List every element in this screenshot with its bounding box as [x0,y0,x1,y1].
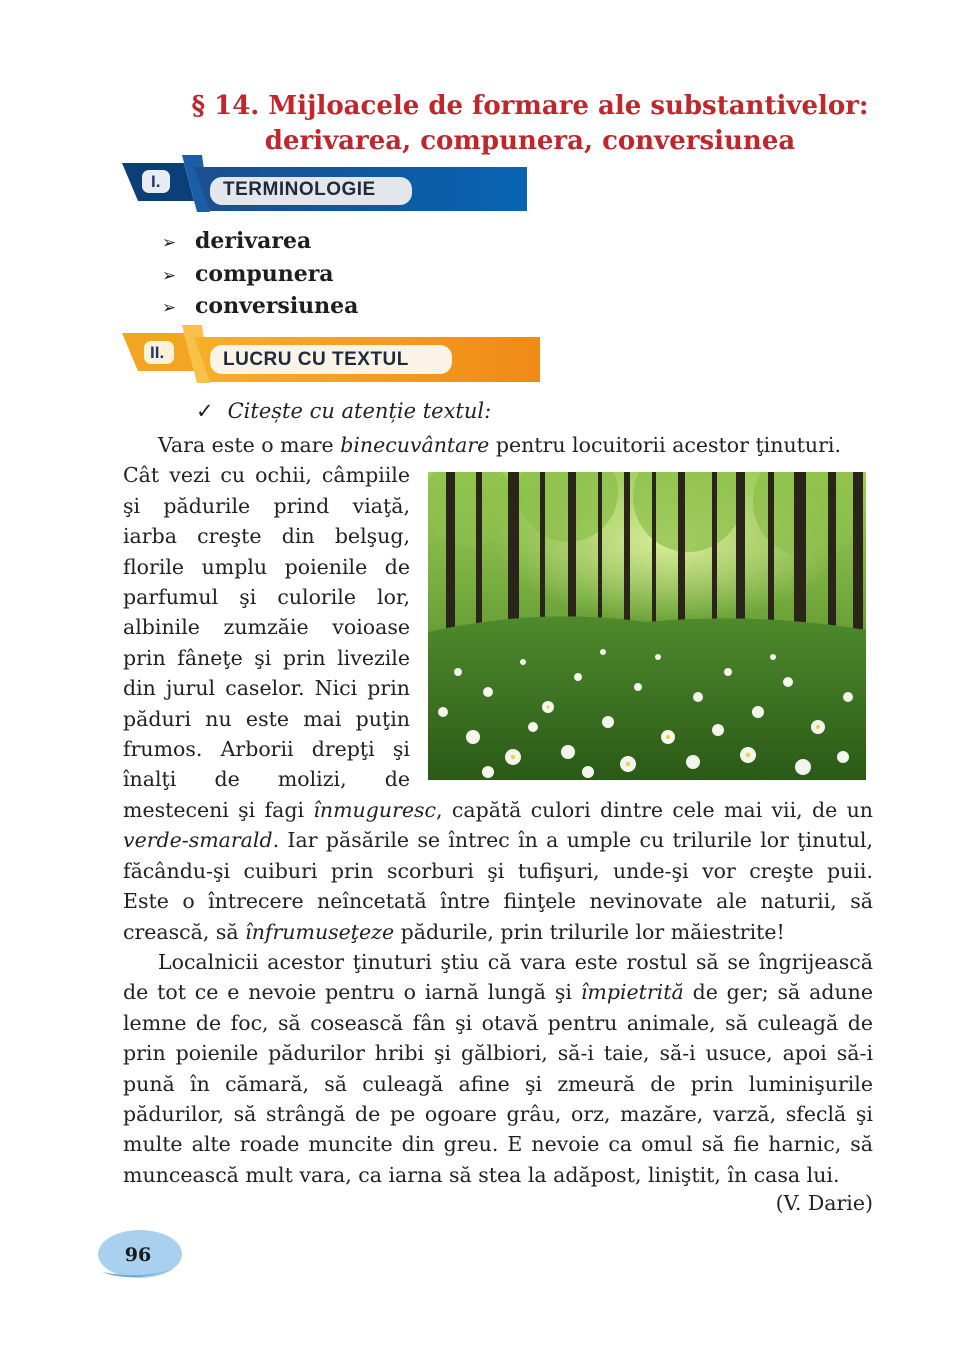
text-line: albinile zumzăie voioase [123,615,410,640]
text-line: făcându-şi cuiburi prin scorburi şi tufişuri, unde-şi vor creşte puii. [123,858,873,883]
list-item: ➢ conversiunea [162,291,358,324]
section-banner-lucru-cu-textul [122,325,540,383]
text-line: pună în cămară, să culeagă afine şi zmeură de prin luminişurile [123,1071,873,1096]
text-line: iarba creşte din belşug, [123,524,410,549]
reading-instruction: ✓ Citește cu atenție textul: [196,399,492,423]
text-line: înalţi de molizi, de [123,767,410,792]
text-line: Vara este o mare binecuvântare pentru locuitorii acestor ţinuturi. [158,433,841,457]
page-number: 96 [124,1244,152,1266]
text-line: prin fâneţe şi prin livezile [123,645,410,670]
arrow-bullet-icon: ➢ [162,298,177,318]
list-item: ➢ compunera [162,259,358,292]
section-label: LUCRU CU TEXTUL [223,349,409,370]
text-line: şi pădurile prind viaţă, [123,493,410,518]
text-line: lemne de foc, să cosească fân şi otavă pentru animale, să culeagă de [123,1010,873,1035]
section-label: TERMINOLOGIE [223,179,376,200]
text-line: florile umplu poienile de [123,554,410,579]
forest-photo [428,472,866,780]
text-line: Este o întrecere neîncetată între fiinţele nevinovate ale naturii, să [123,889,873,914]
text-line: multe alte roade muncite din greu. E nevoie ca omul să fie harnic, să [123,1132,873,1157]
text-line: verde-smarald. Iar păsările se întrec în a umple cu trilurile lor ţinutul, [123,828,873,853]
section-banner-terminologie [122,155,527,212]
arrow-bullet-icon: ➢ [162,265,177,286]
section-number: I. [151,172,161,191]
arrow-bullet-icon: ➢ [162,233,177,253]
text-line: parfumul şi culorile lor, [123,585,410,610]
terms-list [162,226,358,324]
text-line: Cât vezi cu ochii, câmpiile [123,463,410,488]
text-line: pădurilor, să strângă de pe ogoare grâu, orz, mazăre, varză, sfeclă şi [123,1101,873,1126]
page-title-line-2: derivarea, compunera, conversiunea [264,126,796,156]
page-number-badge [92,1228,184,1282]
text-line: mesteceni şi fagi înmuguresc, capătă culori dintre cele mai vii, de un [123,797,873,822]
list-item: ➢ derivarea [162,226,358,259]
text-line: prin poienile pădurilor hribi şi gălbiori, să-i taie, să-i usuce, apoi să-i [123,1041,873,1066]
page-title-line-1: § 14. Mijloacele de formare ale substantivelor: [191,91,869,121]
text-line: din jurul caselor. Nici prin [123,676,410,701]
text-line: de tot ce e nevoie pentru o iarnă lungă şi împietrită de ger; să adune [123,980,873,1005]
author-signature: (V. Darie) [775,1191,873,1215]
section-number: II. [150,343,165,362]
text-line: Localnicii acestor ţinuturi ştiu că vara este rostul să se îngrijească [158,949,873,974]
text-line: păduri nu este mai puţin [123,706,410,731]
text-line: frumos. Arborii drepţi şi [123,737,410,762]
text-line: crească, să înfrumuseţeze pădurile, prin trilurile lor măiestrite! [123,919,785,944]
text-line: muncească mult vara, ca iarna să stea la adăpost, liniştit, în casa lui. [123,1162,840,1187]
checkmark-icon: ✓ [196,399,214,423]
